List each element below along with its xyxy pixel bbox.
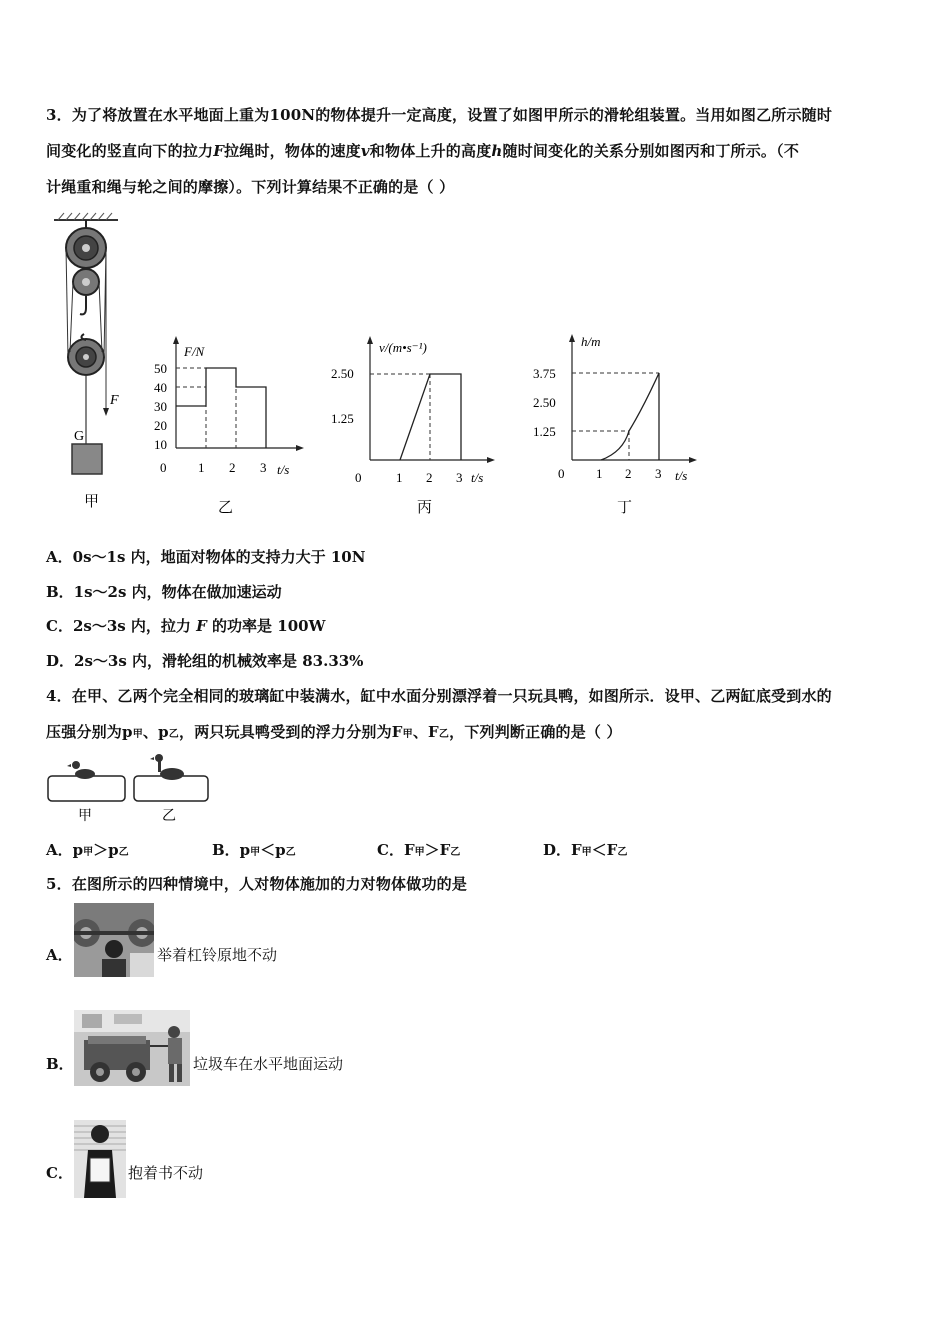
chart-yi [150,330,310,520]
chart-ding-ytick: 1.25 [533,424,556,439]
q3-line-2: 间变化的竖直向下的拉力F拉绳时，物体的速度v和物体上升的高度h随时间变化的关系分别如图丙和丁所示。（不 [46,142,800,160]
q3-option-d[interactable]: D．2s～3s 内，滑轮组的机械效率是 83.33% [46,652,364,670]
q4-line-1: 4．在甲、乙两个完全相同的玻璃缸中装满水，缸中水面分别漂浮着一只玩具鸭，如图所示．设甲、乙两缸底受到水的 [46,687,832,705]
chart-ding-ytick: 3.75 [533,366,556,381]
chart-yi-xlabel: t/s [277,462,290,477]
chart-ding-xlabel: t/s [675,468,688,483]
q5-option-a-label[interactable]: A． [46,946,73,964]
garbage-cart-photo [74,1010,190,1086]
chart-yi-ytick: 10 [154,437,167,452]
q5-option-a-text: 举着杠铃原地不动 [157,946,278,964]
q5-option-b-label[interactable]: B． [46,1055,74,1073]
chart-bing-xtick: 2 [426,470,433,485]
chart-yi-ytick: 40 [154,380,167,395]
holding-book-photo [74,1120,126,1198]
chart-yi-xtick: 0 [160,460,167,475]
chart-bing-xlabel: t/s [471,470,484,485]
q3-option-b[interactable]: B．1s～2s 内，物体在做加速运动 [46,583,282,601]
q3-line-1: 3．为了将放置在水平地面上重为100N的物体提升一定高度，设置了如图甲所示的滑轮组装置。当用如图乙所示随时 [46,106,833,124]
chart-yi-xtick: 3 [260,460,267,475]
chart-ding-series-line [601,373,659,460]
pulley-figure [48,212,138,517]
tank-caption-jia: 甲 [78,808,92,824]
q4-option-d[interactable]: D．F甲＜F乙 [543,841,628,859]
q4-option-c[interactable]: C．F甲＞F乙 [377,841,461,859]
chart-ding-xtick: 3 [655,466,662,481]
pulley-force-label: F [110,393,119,408]
chart-ding-xtick: 0 [558,466,565,481]
barbell-photo [74,903,154,977]
tank-caption-yi: 乙 [162,808,176,824]
chart-yi-xtick: 1 [198,460,205,475]
chart-bing-ytick: 1.25 [331,411,354,426]
chart-yi-ytick: 20 [154,418,167,433]
chart-ding-xtick: 1 [596,466,603,481]
chart-bing-xtick: 3 [456,470,463,485]
chart-ding-ytick: 2.50 [533,395,556,410]
chart-bing-xtick: 0 [355,470,362,485]
q5-option-b-text: 垃圾车在水平地面运动 [193,1055,344,1073]
q3-option-a[interactable]: A．0s～1s 内，地面对物体的支持力大于 10N [46,548,366,566]
chart-bing-xtick: 1 [396,470,403,485]
chart-ding-ylabel: h/m [581,334,601,349]
chart-yi-caption: 乙 [218,498,234,516]
duck-tanks-figure [44,752,214,824]
q5-option-c-text: 抱着书不动 [128,1164,204,1182]
chart-bing-ylabel: v/(m•s⁻¹) [379,340,427,355]
chart-bing-caption: 丙 [417,498,433,516]
chart-yi-series-line [176,368,266,448]
chart-yi-xtick: 2 [229,460,236,475]
chart-yi-ylabel: F/N [184,344,205,359]
q5-option-c-label[interactable]: C． [46,1164,73,1182]
q4-option-a[interactable]: A．p甲＞p乙 [46,841,129,859]
chart-ding [525,330,705,520]
chart-bing [325,330,500,520]
q3-option-c[interactable]: C．2s～3s 内，拉力 F 的功率是 100W [46,617,326,635]
q5-line-1: 5．在图所示的四种情境中，人对物体施加的力对物体做功的是 [46,875,468,893]
q4-line-2: 压强分别为p甲、p乙，两只玩具鸭受到的浮力分别为F甲、F乙，下列判断正确的是（ ） [46,723,622,741]
pulley-weight-label: G [74,429,85,444]
chart-ding-caption: 丁 [617,498,633,516]
chart-bing-ytick: 2.50 [331,366,354,381]
chart-ding-xtick: 2 [625,466,632,481]
q3-line-3: 计绳重和绳与轮之间的摩擦）。下列计算结果不正确的是（ ） [46,178,455,196]
pulley-caption: 甲 [84,492,100,510]
chart-yi-ytick: 30 [154,399,167,414]
q4-option-b[interactable]: B．p甲＜p乙 [212,841,296,859]
chart-yi-ytick: 50 [154,361,167,376]
